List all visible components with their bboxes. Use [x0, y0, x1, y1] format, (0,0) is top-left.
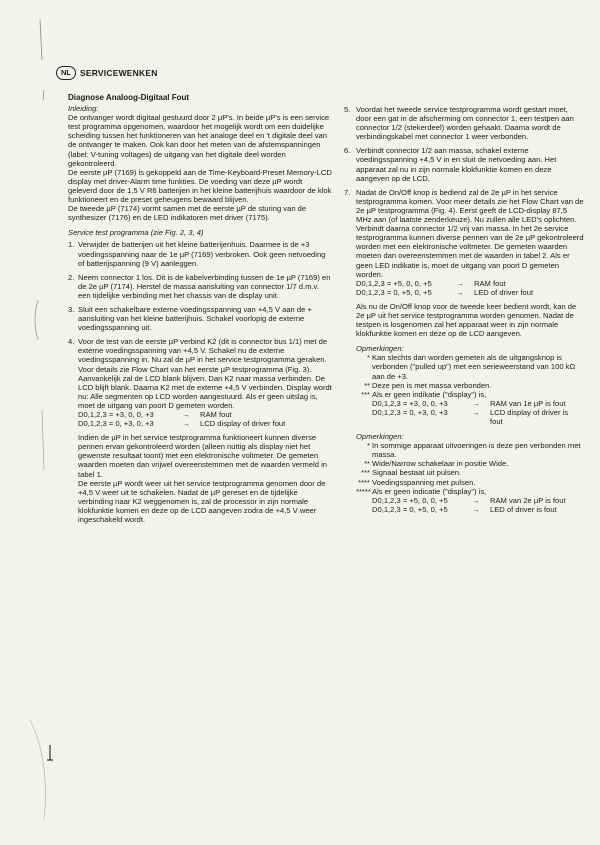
list-item: 4. Voor de test van de eerste µP verbind K2 (dit is connector bus 1/1) met de externe voedingsspanning van +4,5 V. Schakel nu de externe voedingsspanning in. Nu zal de µP in het service testprogramma geraken. Voor details zie Flow Chart van het eerste µP testprogramma (Fig. 3). Aanvankelijk zal de LCD blank blijven. Dan K2 naar massa verbinden. De LCD blijft blank. Daarna K2 met de externe +4,5 V verbinden. Display wordt nu: Alle segmenten op LCD worden aangestuurd. Als er geen uitslag is, moet de uitgang van poort D gemeten worden. D0,1,2,3 = +3, 0, 0, +3 → RAM fout D0,1,2,3 = 0, +3, 0, +3 → LCD display of driver fout — [68, 337, 332, 429]
code-line: D0,1,2,3 = +3, 0, 0, +3 → RAM van 1e µP is fout — [372, 398, 566, 408]
code-line: D0,1,2,3 = 0, +5, 0, +5 → LED of driver is fout — [372, 504, 557, 514]
list-item: 7. Nadat de On/Off knop is bediend zal de 2e µP in het service testprogramma komen. Voor meer details zie het Flow Chart van de 2e µP testprogramma (Fig. 4). Eerst geeft de LCD-display 87,5 MHz aan (of laatste zenderkeuze). Nu zullen alle LED's oplichten. Verbindt daarna connector 1/2 vrij van massa. In het 2e service testprogramma kunnen diverse pennen van de 2e µP gekontroleerd worden met een elektronische voltmeter. De gemeten waarden moeten dan overeenstemmen met de waarden in tabel 2. Als er geen LED indikatie is, moet de uitgang van poort D gemeten worden. D0,1,2,3 = +5, 0, 0, +5 → RAM fout D0,1,2,3 = 0, +5, 0, +5 → LED of driver fout — [344, 187, 584, 297]
section-header — [56, 66, 158, 80]
list-item: 2. Neem connector 1 los. Dit is de kabelverbinding tussen de 1e µP (7169) en de 2e µP (7174). Herstel de massa aansluiting van connector 1/7 d.m.v. een tijdelijke verbinding met het chassis van de display unit. — [68, 272, 331, 300]
remarks-heading: Opmerkingen: — [356, 432, 404, 442]
language-badge: NL — [56, 66, 76, 80]
test-program-heading: Service test programma (zie Fig. 2, 3, 4) — [68, 228, 204, 238]
intro-heading: Inleiding: — [68, 104, 99, 114]
intro-paragraph: De ontvanger wordt digitaal gestuurd door 2 µP's. In beide µP's is een service test programma opgenomen, waardoor het mogelijk wordt om een duidelijke scheiding tussen het funktioneren van het analoge deel en 't digitale deel van de ontvanger te maken. Ook kan door het meten van de afstemspanningen (label: V-tuning voltages) de uitgang van het digitale deel worden gekontroleerd. — [68, 113, 330, 168]
second-exit-paragraph: Als nu de On/Off knop voor de tweede keer bedient wordt, kan de 2e µP uit het service testprogramma worden genomen. Nadat de testpen is losgenomen zal het apparaat weer in zijn normale klokfunktie komen en deze op de LCD aangeven. — [356, 301, 577, 339]
code-line: D0,1,2,3 = +5, 0, 0, +5 → RAM fout — [356, 278, 506, 288]
remark-item: *** Signaal bestaat uit pulsen. — [361, 468, 462, 478]
code-line: D0,1,2,3 = 0, +5, 0, +5 → LED of driver fout — [356, 287, 534, 297]
list-item: 6. Verbindt connector 1/2 aan massa, schakel externe voedingsspanning +4,5 V in en sluit de netvoeding aan. Het apparaat zal nu in zijn normale klokfunktie komen en deze aangeven op de LCD. — [344, 146, 557, 183]
remark-item: ***** Als er geen indicatie ("display") is, — [356, 486, 487, 496]
list-item: 3. Sluit een schakelbare externe voedingsspanning van +4,5 V aan de + aansluiting van het kleine batterijhuis. Schakel voorlopig de externe voedingsspanning uit. — [68, 304, 312, 333]
margin-scribbles — [0, 0, 60, 845]
section-title: SERVICEWENKEN — [80, 68, 158, 78]
left-column — [68, 93, 333, 524]
list-item: 1. Verwijder de batterijen uit het kleine batterijenhuis. Daarmee is de +3 voedingsspanning naar de 1e µP (7169) verbroken. Ook geen netvoeding of batterijspanning (9 V) aanleggen. — [68, 240, 326, 268]
right-column — [344, 105, 584, 514]
code-line: D0,1,2,3 = +3, 0, 0, +3 → RAM fout — [78, 410, 232, 419]
remark-item: ** Deze pen is met massa verbonden. — [364, 380, 492, 390]
remark-item: **** Voedingsspanning met pulsen. — [358, 477, 476, 487]
remarks-heading: Opmerkingen: — [356, 344, 404, 354]
diagnosis-title: Diagnose Analoog-Digitaal Fout — [68, 93, 190, 102]
code-line: D0,1,2,3 = 0, +3, 0, +3 → LCD display of driver fout — [78, 419, 286, 429]
remark-item: ** Wide/Narrow schakelaar in positie Wide. — [364, 459, 509, 469]
list-item: 5. Voordat het tweede service testprogramma wordt gestart moet, door een gat in de afscherming om connector 1, een testpen aan connector 1/2 (stekerdeel) worden gehaakt. Daarna wordt de verbindingskabel met connector 1 weer verbonden. — [344, 105, 574, 142]
remark-item: * In sommige apparaat uitvoeringen is deze pen verbonden met massa. — [367, 441, 581, 460]
second-up-paragraph: De tweede µP (7174) vormt samen met de eerste µP de sturing van de synthesizer (7176) en de LED indikatoren met driver (7175). — [68, 204, 307, 223]
right-steps — [344, 105, 584, 297]
exit-test-paragraph: De eerste µP wordt weer uit het service testprogramma genomen door de +4,5 V weer uit te schakelen. Nadat de µP gereset en de tijdelijke verbinding naar K2 weggenomen is, zal de processor in zijn normale klokfunktie komen en deze op de LCD aangeven zodra de +4,5 V weer ingeschakeld wordt. — [78, 478, 326, 525]
code-line: D0,1,2,3 = +5, 0, 0, +5 → RAM van 2e µP is fout — [372, 495, 566, 505]
measurement-paragraph: Indien de µP in het service testprogramma funktioneert kunnen diverse pennen ervan gekontroleerd worden (alleen nuttig als display niet het gewenste resultaat toont) met een elektronische voltmeter. De gemeten waarden moeten dan vrijwel overeenstemmen met de waarden vermeld in tabel 1. — [78, 433, 328, 479]
left-steps — [68, 240, 333, 428]
remark-item: * Kan slechts dan worden gemeten als de uitgangsknop is verbonden ("pulled up") met een serieweerstand van 100 kΩ aan de +3. — [367, 353, 576, 381]
code-line: D0,1,2,3 = 0, +3, 0, +3 → LCD display of driver is fout — [372, 407, 569, 426]
first-up-paragraph: De eerste µP (7169) is gekoppeld aan de Time-Keyboard-Preset Memory-LCD display met driver-Alarm time funkties. De voeding van deze µP wordt geleverd door de 1,5 V R6 batterijen in het kleine batterijhuis waardoor de klok funktioneert en de preset geheugens bewaard blijven. — [68, 167, 332, 205]
remark-item: *** Als er geen indikatie ("display") is, — [361, 389, 487, 399]
